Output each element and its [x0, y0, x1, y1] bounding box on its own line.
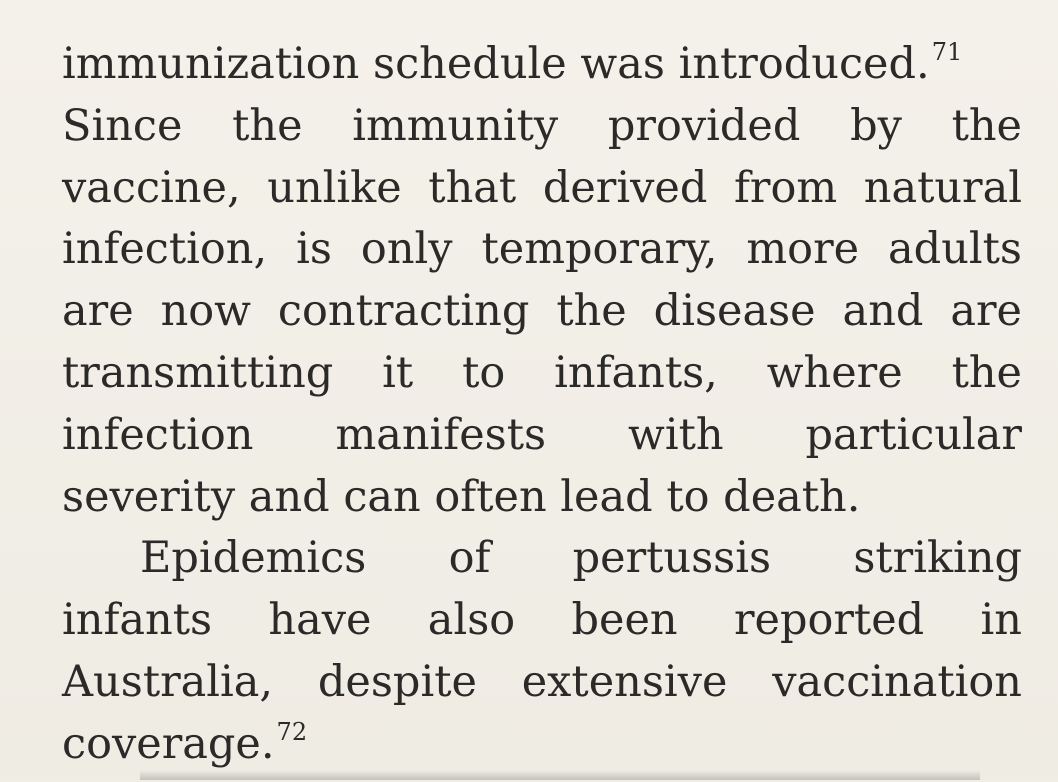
paragraph-first-line: Epidemics of pertussis striking [140, 533, 1022, 584]
body-text [62, 34, 1022, 776]
text-line: infants have also been reported in [62, 595, 1022, 646]
text-line [62, 714, 1022, 776]
footnote-ref: 71 [931, 38, 963, 66]
footnote-ref: 72 [276, 717, 308, 746]
text-line: infection, is only temporary, more adults [62, 224, 1022, 275]
text-line: infection manifests with particular [62, 409, 1022, 460]
text-line: are now contracting the disease and are [62, 286, 1022, 337]
text-line: Since the immunity provided by the [62, 100, 1022, 151]
text-line: severity and can often lead to death. [62, 471, 861, 522]
text-line: transmitting it to infants, where the [62, 347, 1022, 398]
text-line-content: coverage. [62, 718, 275, 769]
page-edge-shadow [140, 770, 980, 780]
text-line: Australia, despite extensive vaccination [62, 656, 1022, 707]
text-line: vaccine, unlike that derived from natural [62, 162, 1022, 213]
text-line-content: immunization schedule was introduced. [62, 39, 930, 89]
text-line [62, 34, 1022, 96]
